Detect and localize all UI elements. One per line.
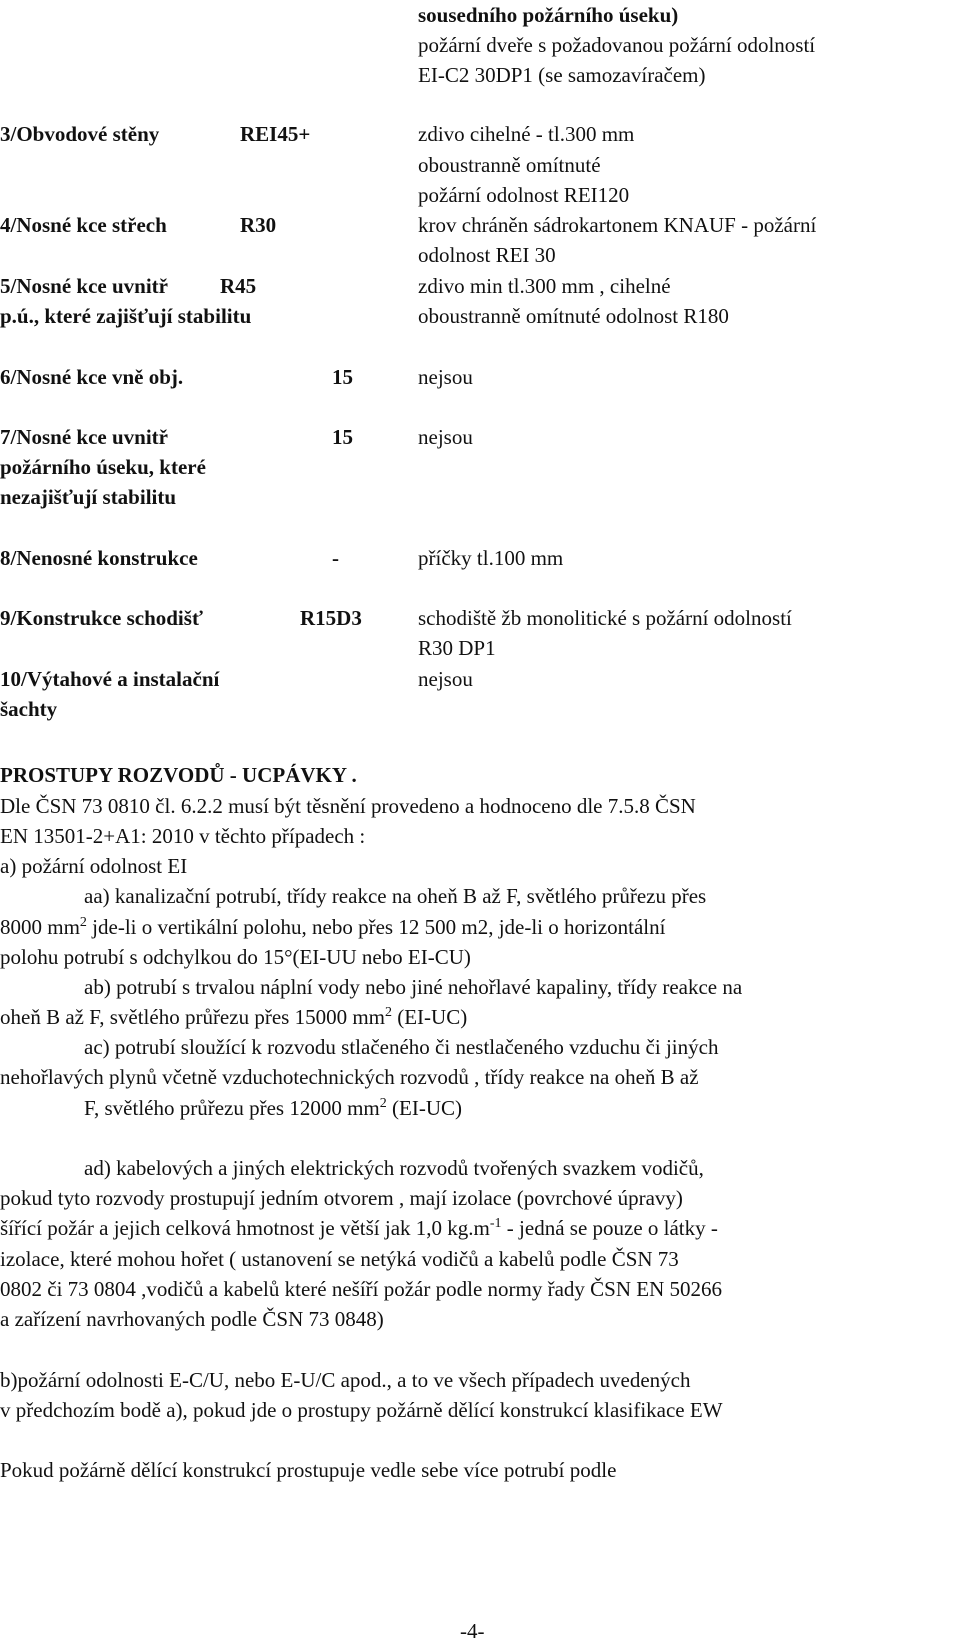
paragraph-line: ab) potrubí s trvalou náplní vody nebo jiné nehořlavé kapaliny, třídy reakce na xyxy=(84,975,743,999)
row-desc: oboustranně omítnuté xyxy=(418,153,601,177)
paragraph-line: izolace, které mohou hořet ( ustanovení se netýká vodičů a kabelů podle ČSN 73 xyxy=(0,1247,679,1271)
row-code: 15 xyxy=(332,365,353,389)
row-label: 5/Nosné kce uvnitř xyxy=(0,274,168,298)
paragraph-line: a) požární odolnost EI xyxy=(0,854,188,878)
row-label-cont: šachty xyxy=(0,697,58,721)
row-desc: zdivo cihelné - tl.300 mm xyxy=(418,122,635,146)
row-label: 8/Nenosné konstrukce xyxy=(0,546,198,570)
row-desc: nejsou xyxy=(418,667,473,691)
row-code: R45 xyxy=(220,274,257,298)
row-code: R30 xyxy=(240,213,277,237)
paragraph-line: 0802 či 73 0804 ,vodičů a kabelů které nešíří požár podle normy řady ČSN EN 50266 xyxy=(0,1277,723,1301)
paragraph-line: ac) potrubí sloužící k rozvodu stlačeného či nestlačeného vzduchu či jiných xyxy=(84,1035,719,1059)
paragraph-line: a zařízení navrhovaných podle ČSN 73 0848) xyxy=(0,1307,384,1331)
paragraph-line: Pokud požárně dělící konstrukcí prostupuje vedle sebe více potrubí podle xyxy=(0,1458,617,1482)
row-desc: příčky tl.100 mm xyxy=(418,546,564,570)
row-code: R15D3 xyxy=(300,606,362,630)
paragraph-line: šířící požár a jejich celková hmotnost je větší jak 1,0 $kg.m^{-1}$ - jedná se pouze o látky - xyxy=(0,1216,718,1240)
paragraph-line: pokud tyto rozvody prostupují jedním otvorem , mají izolace (povrchové úpravy) xyxy=(0,1186,683,1210)
section-heading: PROSTUPY ROZVODŮ - UCPÁVKY . xyxy=(0,763,357,787)
page-number: -4- xyxy=(460,1619,485,1643)
row-code: 15 xyxy=(332,425,353,449)
row-desc: R30 DP1 xyxy=(418,636,496,660)
paragraph-line: b)požární odolnosti E-C/U, nebo E-U/C apod., a to ve všech případech uvedených xyxy=(0,1368,691,1392)
row-code: REI45+ xyxy=(240,122,311,146)
row-desc: schodiště žb monolitické s požární odolností xyxy=(418,606,792,630)
paragraph-line: oheň B až F, světlého průřezu přes 15000 $mm^2$ (EI-UC) xyxy=(0,1005,468,1029)
paragraph-line: ad) kabelových a jiných elektrických rozvodů tvořených svazkem vodičů, xyxy=(84,1156,704,1180)
paragraph-line: 8000 $mm^2$ jde-li o vertikální polohu, nebo přes 12 500 m2, jde-li o horizontální xyxy=(0,915,666,939)
row-desc: nejsou xyxy=(418,365,473,389)
row-desc: zdivo min tl.300 mm , cihelné xyxy=(418,274,671,298)
row-label: 4/Nosné kce střech xyxy=(0,213,167,237)
row-label-cont: požárního úseku, které xyxy=(0,455,206,479)
paragraph-line: EN 13501-2+A1: 2010 v těchto případech : xyxy=(0,824,366,848)
paragraph-line: aa) kanalizační potrubí, třídy reakce na oheň B až F, světlého průřezu přes xyxy=(84,884,707,908)
row-desc: oboustranně omítnuté odolnost R180 xyxy=(418,304,729,328)
paragraph-line: Dle ČSN 73 0810 čl. 6.2.2 musí být těsnění provedeno a hodnoceno dle 7.5.8 ČSN xyxy=(0,794,696,818)
row-label: 6/Nosné kce vně obj. xyxy=(0,365,184,389)
top-line-2: požární dveře s požadovanou požární odolností xyxy=(418,33,816,57)
row-label: p.ú., které zajišťují stabilitu xyxy=(0,304,252,328)
paragraph-line: F, světlého průřezu přes 12000 $mm^2$ (EI-UC) xyxy=(84,1096,462,1120)
paragraph-line: nehořlavých plynů včetně vzduchotechnických rozvodů , třídy reakce na oheň B až xyxy=(0,1065,699,1089)
row-desc: požární odolnost REI120 xyxy=(418,183,630,207)
row-label: 7/Nosné kce uvnitř xyxy=(0,425,168,449)
paragraph-line: polohu potrubí s odchylkou do 15°(EI-UU nebo EI-CU) xyxy=(0,945,471,969)
row-code: - xyxy=(332,546,339,570)
top-line-1: sousedního požárního úseku) xyxy=(418,3,679,27)
row-label: 3/Obvodové stěny xyxy=(0,122,160,146)
row-label: 10/Výtahové a instalační xyxy=(0,667,220,691)
row-desc: nejsou xyxy=(418,425,473,449)
row-label: 9/Konstrukce schodišť xyxy=(0,606,203,630)
top-line-3: EI-C2 30DP1 (se samozavíračem) xyxy=(418,63,706,87)
row-desc: odolnost REI 30 xyxy=(418,243,556,267)
row-desc: krov chráněn sádrokartonem KNAUF - požární xyxy=(418,213,817,237)
row-label-cont: nezajišťují stabilitu xyxy=(0,485,177,509)
paragraph-line: v předchozím bodě a), pokud jde o prostupy požárně dělící konstrukcí klasifikace EW xyxy=(0,1398,723,1422)
